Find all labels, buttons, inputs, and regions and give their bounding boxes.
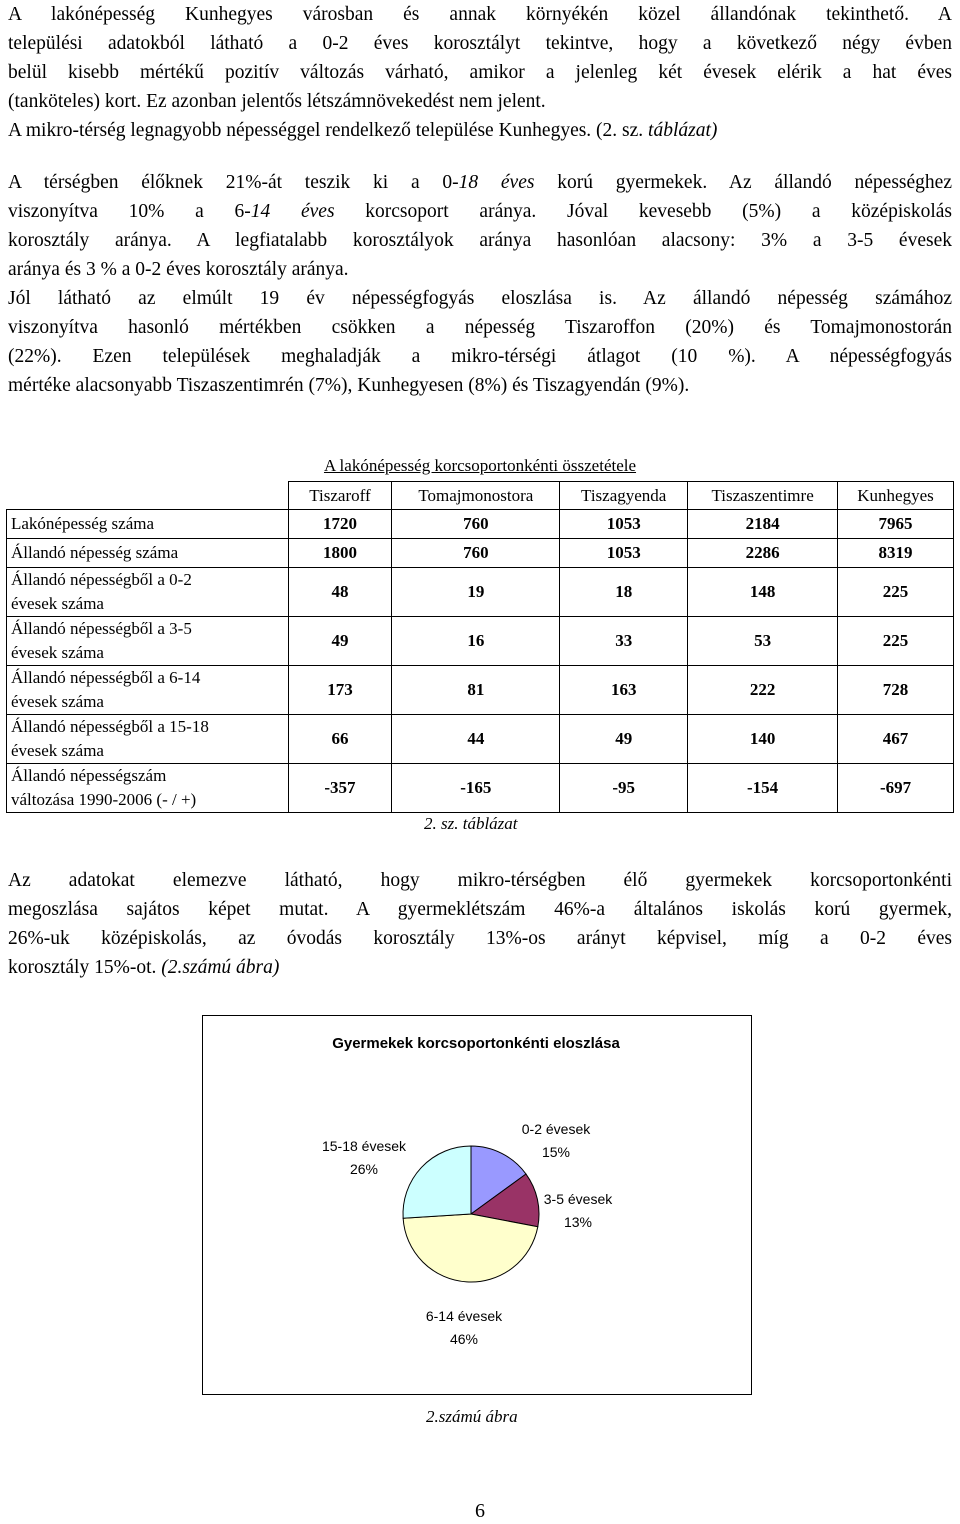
- table-cell: 53: [688, 617, 838, 666]
- table-cell: 19: [392, 568, 560, 617]
- table-corner-cell: [7, 482, 289, 510]
- table-cell: -165: [392, 764, 560, 813]
- column-header: Tiszagyenda: [560, 482, 688, 510]
- text-segment: -ot.: [129, 957, 162, 978]
- text-segment-italic: 18 éves: [458, 172, 535, 193]
- slice-label: 3-5 évesek: [543, 1191, 613, 1207]
- text-line: korosztály aránya. A legfiatalabb korosztályok aránya hasonlóan alacsony: 3% a 3-5 évesek: [8, 230, 952, 251]
- table-row: [7, 617, 954, 666]
- text-segment: A mikro-térség legnagyobb népességgel rendelkező települése Kunhegyes. (2. sz.: [8, 120, 649, 141]
- table-cell: 225: [838, 617, 954, 666]
- table-cell: 66: [288, 715, 392, 764]
- figure-caption: 2.számú ábra: [426, 1407, 518, 1426]
- slice-value-label: 46%: [449, 1331, 479, 1347]
- pie-slices: [403, 1146, 539, 1282]
- table-row: [7, 666, 954, 715]
- demographics-paragraph: [8, 168, 952, 400]
- text-segment: viszonyítva 10% a 6-: [8, 201, 251, 222]
- row-label: [7, 715, 289, 764]
- table-cell: 44: [392, 715, 560, 764]
- column-header: Kunhegyes: [838, 482, 954, 510]
- text-line: 26%-uk középiskolás, az óvodás korosztály 13%-os arányt képvisel, míg a 0-2 éves: [8, 928, 952, 949]
- table-cell: 1053: [560, 539, 688, 568]
- row-label-line: évesek száma: [11, 594, 104, 613]
- table-cell: 8319: [838, 539, 954, 568]
- table-reference: táblázat): [648, 120, 718, 141]
- column-header: Tomajmonostora: [392, 482, 560, 510]
- table-row: [7, 510, 954, 539]
- slice-label: 0-2 évesek: [521, 1121, 591, 1137]
- text-line: megoszlása sajátos képet mutat. A gyermeklétszám 46%-a általános iskolás korú gyermek,: [8, 899, 952, 920]
- table-cell: 140: [688, 715, 838, 764]
- table-cell: 467: [838, 715, 954, 764]
- table-cell: 148: [688, 568, 838, 617]
- table-cell: 33: [560, 617, 688, 666]
- slice-value-label: 26%: [349, 1161, 379, 1177]
- slice-label: 15-18 évesek: [321, 1138, 407, 1154]
- text-line: aránya és 3 % a 0-2 éves korosztály aránya.: [8, 259, 349, 280]
- text-line: települési adatokból látható a 0-2 éves korosztályt tekintve, hogy a következő négy évben: [8, 33, 952, 54]
- text-line: mértéke alacsonyabb Tiszaszentimrén (7%), Kunhegyesen (8%) és Tiszagyendán (9%).: [8, 375, 690, 396]
- text-line: viszonyítva hasonló mértékben csökken a népesség Tiszaroffon (20%) és Tomajmonostorán: [8, 317, 952, 338]
- table-row: [7, 764, 954, 813]
- text-segment: korosztály 15: [8, 957, 114, 978]
- table-cell: 173: [288, 666, 392, 715]
- table-cell: 18: [560, 568, 688, 617]
- row-label: Lakónépesség száma: [7, 510, 289, 539]
- table-header-row: [7, 482, 954, 510]
- row-label-line: változása 1990-2006 (- / +): [11, 790, 197, 809]
- table-cell: 2286: [688, 539, 838, 568]
- text-segment: korú gyermekek. Az állandó népességhez: [534, 172, 952, 193]
- table-cell: -154: [688, 764, 838, 813]
- table-cell: -697: [838, 764, 954, 813]
- slice-label: 6-14 évesek: [425, 1308, 503, 1324]
- row-label-line: Állandó népességből a 6-14: [11, 668, 201, 687]
- row-label-line: Állandó népességből a 3-5: [11, 619, 192, 638]
- chart-title: Gyermekek korcsoportonkénti eloszlása: [332, 1035, 620, 1052]
- table-cell: 728: [838, 666, 954, 715]
- text-line: (22%). Ezen települések meghaladják a mikro-térségi átlagot (10 %). A népességfogyás: [8, 346, 952, 367]
- analysis-paragraph: [8, 866, 952, 982]
- table-cell: 225: [838, 568, 954, 617]
- table-cell: 81: [392, 666, 560, 715]
- table-cell: 2184: [688, 510, 838, 539]
- table-cell: 760: [392, 510, 560, 539]
- text-segment: korcsoport aránya. Jóval kevesebb (5%) a középiskolás: [334, 201, 952, 222]
- row-label: [7, 666, 289, 715]
- text-segment: A térségben élőknek 21%-át teszik ki a 0-: [8, 172, 459, 193]
- row-label: [7, 568, 289, 617]
- table-cell: 16: [392, 617, 560, 666]
- table-cell: 49: [560, 715, 688, 764]
- page-number: 6: [475, 1500, 485, 1522]
- row-label: Állandó népesség száma: [7, 539, 289, 568]
- pie-slice: [403, 1146, 471, 1218]
- table-cell: 1053: [560, 510, 688, 539]
- table-row: [7, 715, 954, 764]
- text-line: [8, 116, 952, 145]
- slice-value-label: 13%: [563, 1214, 593, 1230]
- text-line: [8, 197, 952, 226]
- row-label-line: évesek száma: [11, 741, 104, 760]
- row-label-line: Állandó népességből a 0-2: [11, 570, 192, 589]
- table-cell: -357: [288, 764, 392, 813]
- table-title: A lakónépesség korcsoportonkénti összetétele: [323, 456, 637, 475]
- pie-chart: [203, 1016, 750, 1393]
- slice-value-label: 15%: [541, 1144, 571, 1160]
- table-row: [7, 568, 954, 617]
- table-cell: 163: [560, 666, 688, 715]
- text-line: Jól látható az elmúlt 19 év népességfogyás eloszlása is. Az állandó népesség számához: [8, 288, 952, 309]
- table-cell: 7965: [838, 510, 954, 539]
- row-label: [7, 764, 289, 813]
- table-cell: 222: [688, 666, 838, 715]
- table-cell: 760: [392, 539, 560, 568]
- column-header: Tiszaroff: [288, 482, 392, 510]
- pie-slice: [403, 1214, 538, 1282]
- table-caption: 2. sz. táblázat: [424, 814, 518, 833]
- text-line: [8, 953, 952, 982]
- text-line: (tanköteles) kort. Ez azonban jelentős létszámnövekedést nem jelent.: [8, 91, 546, 112]
- row-label-line: évesek száma: [11, 692, 104, 711]
- row-label: [7, 617, 289, 666]
- table-cell: 48: [288, 568, 392, 617]
- row-label-line: Állandó népességből a 15-18: [11, 717, 209, 736]
- table-cell: 1800: [288, 539, 392, 568]
- text-segment-italic: 14 éves: [250, 201, 335, 222]
- table-row: [7, 539, 954, 568]
- row-label-line: évesek száma: [11, 643, 104, 662]
- population-table: [6, 481, 954, 813]
- table-cell: 1720: [288, 510, 392, 539]
- text-line: [8, 168, 952, 197]
- pie-chart-frame: [202, 1015, 752, 1395]
- table-cell: -95: [560, 764, 688, 813]
- percent-sign: %: [113, 957, 130, 978]
- text-line: A lakónépesség Kunhegyes városban és annak környékén közel állandónak tekinthető. A: [8, 4, 952, 25]
- table-cell: 49: [288, 617, 392, 666]
- intro-paragraph: [8, 0, 952, 145]
- text-line: belül kisebb mértékű pozitív változás várható, amikor a jelenleg két évesek elérik a hat éves: [8, 62, 952, 83]
- column-header: Tiszaszentimre: [688, 482, 838, 510]
- text-line: Az adatokat elemezve látható, hogy mikro-térségben élő gyermekek korcsoportonkénti: [8, 870, 952, 891]
- figure-reference: (2.számú ábra): [161, 957, 280, 978]
- row-label-line: Állandó népességszám: [11, 766, 167, 785]
